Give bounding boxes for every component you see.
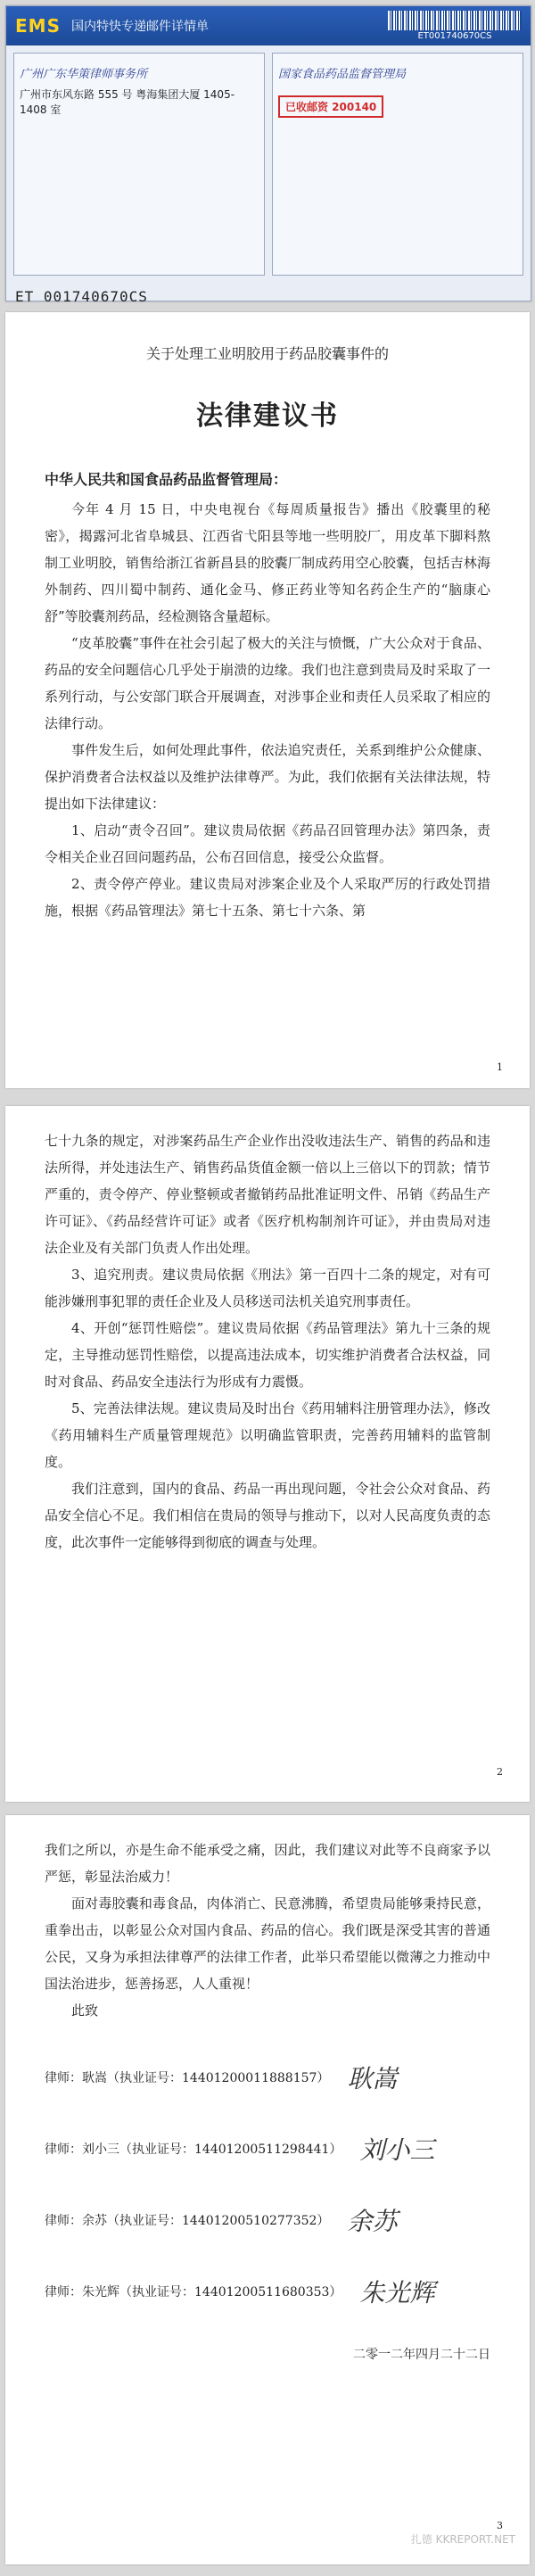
sender-block xyxy=(13,53,265,276)
list-item: 1、启动“责令召回”。建议贵局依据《药品召回管理办法》第四条，责令相关企业召回问题药品，公布召回信息，接受公众监督。 xyxy=(45,822,490,865)
paragraph: 七十九条的规定，对涉案药品生产企业作出没收违法生产、销售的药品和违法所得，并处违法生产、销售药品货值金额一倍以上三倍以下的罚款；情节严重的，责令停产、停业整顿或者撤销药品批准证明文件、吊销《药品生产许可证》、《药品经营许可证》或者《医疗机构制剂许可证》，并由贵局对违法企业及有关部门负责人作出处理。 xyxy=(45,1133,490,1256)
document-title: 关于处理工业明胶用于药品胶囊事件的 xyxy=(145,345,389,362)
postage-stamp: 已收邮资 200140 xyxy=(278,95,383,118)
page-number: 2 xyxy=(497,1766,503,1778)
signer-row xyxy=(45,2060,490,2095)
list-item: 5、完善法律法规。建议贵局及时出台《药用辅料注册管理办法》，修改《药用辅料生产质量管理规范》以明确监管职责，完善药用辅料的监管制度。 xyxy=(45,1400,490,1470)
salutation: 中华人民共和国食品药品监督管理局： xyxy=(45,471,288,488)
ems-title: 国内特快专递邮件详情单 xyxy=(70,20,209,34)
document-subtitle: 法律建议书 xyxy=(196,400,339,432)
ems-header xyxy=(6,6,531,45)
paragraph: 我们注意到，国内的食品、药品一再出现问题，令社会公众对食品、药品安全信心不足。我们相信在贵局的领导与推动下，以对人民高度负责的态度，此次事件一定能够得到彻底的调查与处理。 xyxy=(45,1481,490,1550)
signer-line: 律师：耿嵩（执业证号：14401200011888157） xyxy=(45,2071,330,2085)
page-number: 3 xyxy=(497,2520,503,2531)
barcode-icon xyxy=(388,11,522,30)
paragraph: 面对毒胶囊和毒食品，肉体消亡、民意沸腾，希望贵局能够秉持民意，重拳出击，以彰显公众对国内食品、药品的信心。我们既是深受其害的普通公民，又身为承担法律尊严的法律工作者，此举只希望能以微薄之力推动中国法治进步，惩善扬恶，人人重视！ xyxy=(45,1895,490,1992)
signer-line: 律师：余苏（执业证号：14401200510277352） xyxy=(45,2214,330,2228)
page-number: 1 xyxy=(497,1061,503,1073)
ems-body xyxy=(6,45,531,283)
signature: 余苏 xyxy=(347,2207,398,2236)
barcode-number: ET001740670CS xyxy=(417,31,492,41)
paragraph: 今年 4 月 15 日，中央电视台《每周质量报告》播出《胶囊里的秘密》，揭露河北省阜城县、江西省弋阳县等地一些明胶厂，用皮革下脚料熬制工业明胶，销售给浙江省新昌县的胶囊厂制成药用空心胶囊，包括吉林海外制药、四川蜀中制药、通化金马、修正药业等知名药企生产的“脑康心舒”等胶囊剂药品，经检测铬含量超标。 xyxy=(45,501,490,624)
page-3 xyxy=(5,1815,530,2564)
closing-word: 此致 xyxy=(71,2002,99,2019)
paragraph: “皮革胶囊”事件在社会引起了极大的关注与愤慨，广大公众对于食品、药品的安全问题信心几乎处于崩溃的边缘。我们也注意到贵局及时采取了一系列行动，与公安部门联合开展调查，对涉事企业和责任人员采取了相应的法律行动。 xyxy=(45,635,490,731)
signer-row xyxy=(45,2202,490,2238)
signer-row xyxy=(45,2274,490,2309)
sender-address: 广州市东风东路 555 号 粤海集团大厦 1405-1408 室 xyxy=(20,88,235,116)
ems-waybill xyxy=(5,5,531,305)
signature: 耿嵩 xyxy=(347,2064,398,2093)
receiver-name: 国家食品药品监督管理局 xyxy=(278,68,407,81)
signer-row xyxy=(45,2131,490,2167)
barcode xyxy=(388,11,522,41)
date: 二零一二年四月二十二日 xyxy=(353,2348,490,2362)
list-item: 3、追究刑责。建议贵局依据《刑法》第一百四十二条的规定，对有可能涉嫌刑事犯罪的责任企业及人员移送司法机关追究刑事责任。 xyxy=(45,1267,490,1309)
paragraph: 我们之所以，亦是生命不能承受之痛，因此，我们建议对此等不良商家予以严惩，彰显法治威力！ xyxy=(45,1842,490,1885)
receiver-block xyxy=(272,53,523,276)
signer-line: 律师：朱光辉（执业证号：14401200511680353） xyxy=(45,2285,342,2299)
waybill-number: ET 001740670CS xyxy=(15,288,148,305)
paragraph: 事件发生后，如何处理此事件，依法追究责任，关系到维护公众健康、保护消费者合法权益以及维护法律尊严。为此，我们依据有关法律法规，特提出如下法律建议： xyxy=(45,742,490,812)
sender-name: 广州广东华策律师事务所 xyxy=(20,68,148,81)
ems-logo: EMS xyxy=(15,15,61,37)
page-2 xyxy=(5,1106,530,1802)
page-1 xyxy=(5,312,530,1088)
watermark: 扎德 KKREPORT.NET xyxy=(410,2533,515,2546)
signature: 刘小三 xyxy=(359,2135,435,2165)
list-item: 4、开创“惩罚性赔偿”。建议贵局依据《药品管理法》第九十三条的规定，主导推动惩罚性赔偿，以提高违法成本，切实维护消费者合法权益，同时对食品、药品安全违法行为形成有力震慑。 xyxy=(45,1320,490,1390)
signature: 朱光辉 xyxy=(359,2278,435,2308)
signer-line: 律师：刘小三（执业证号：14401200511298441） xyxy=(45,2143,342,2157)
list-item: 2、责令停产停业。建议贵局对涉案企业及个人采取严厉的行政处罚措施，根据《药品管理法》第七十五条、第七十六条、第 xyxy=(45,876,490,919)
